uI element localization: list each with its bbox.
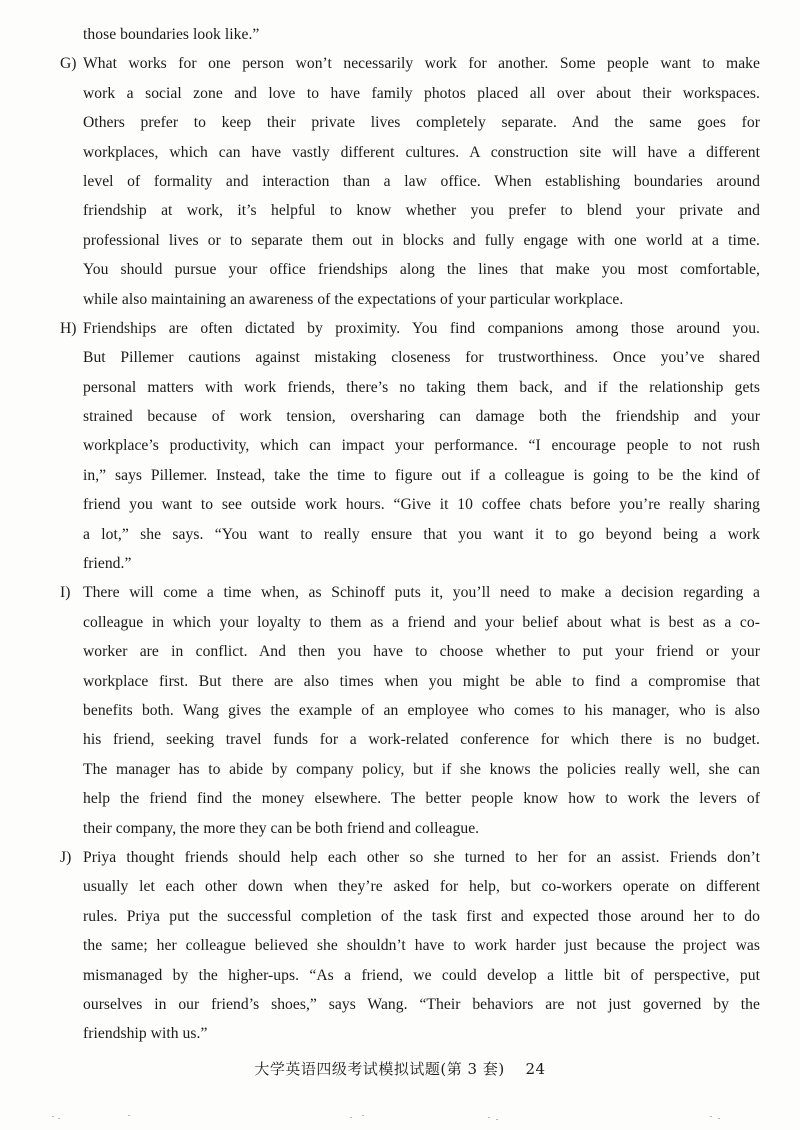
line-text: You should pursue your office friendships along the lines that make you most comfortable, (83, 261, 760, 279)
line-text: personal matters with work friends, there’s no taking them back, and if the relationship gets (83, 378, 760, 396)
line-text: professional lives or to separate them out in blocks and fully engage with one world at a time. (83, 231, 760, 249)
paragraph-continued (60, 20, 760, 49)
line-text: in,” says Pillemer. Instead, take the time to figure out if a colleague is going to be the kind of (83, 466, 760, 484)
line-text: mismanaged by the higher-ups. “As a friend, we could develop a little bit of perspective, put (83, 966, 760, 984)
text-line (60, 814, 760, 843)
line-text: workplace first. But there are also times when you might be able to find a compromise that (83, 672, 760, 690)
text-line (60, 755, 760, 784)
paragraph-h (60, 314, 760, 579)
text-line (60, 696, 760, 725)
page-footer: 大学英语四级考试模拟试题(第 3 套) 24 (254, 1060, 546, 1078)
text-line (60, 667, 760, 696)
line-text: usually let each other down when they’re asked for help, but co-workers operate on different (83, 878, 760, 896)
text-line (60, 196, 760, 225)
text-line (60, 255, 760, 284)
text-line (60, 167, 760, 196)
text-line (60, 285, 760, 314)
line-text: friendship with us.” (83, 1025, 208, 1043)
paragraph-g (60, 49, 760, 314)
text-line (60, 637, 760, 666)
text-line (60, 843, 760, 872)
line-text: their company, the more they can be both friend and colleague. (83, 819, 480, 837)
line-text: rules. Priya put the successful completion of the task first and expected those around her to do (83, 907, 760, 925)
line-text: workplaces, which can have vastly different cultures. A construction site will have a different (83, 143, 760, 161)
line-text: But Pillemer cautions against mistaking closeness for trustworthiness. Once you’ve shared (83, 349, 760, 367)
paragraph-j (60, 843, 760, 1049)
line-text: the same; her colleague believed she shouldn’t have to work harder just because the project was (83, 937, 760, 955)
text-line (60, 49, 760, 78)
line-text: help the friend find the money elsewhere. The better people know how to work the levers of (83, 790, 760, 808)
line-text: The manager has to abide by company policy, but if she knows the policies really well, she can (83, 760, 760, 778)
passage-body (60, 20, 760, 1049)
text-line (60, 872, 760, 901)
line-text: worker are in conflict. And then you have to choose whether to put your friend or your (83, 643, 760, 661)
text-line (60, 226, 760, 255)
line-text: colleague in which your loyalty to them as a friend and your belief about what is best as a co- (83, 613, 760, 631)
line-text: work a social zone and love to have family photos placed all over about their workspaces. (83, 84, 760, 102)
line-text: workplace’s productivity, which can impact your performance. “I encourage people to not rush (83, 437, 760, 455)
text-line (60, 20, 760, 49)
paragraph-label: G) (60, 55, 77, 73)
text-line (60, 138, 760, 167)
text-line (60, 431, 760, 460)
line-text: while also maintaining an awareness of the expectations of your particular workplace. (83, 290, 624, 308)
line-text: those boundaries look like.” (83, 26, 260, 43)
line-text: Friendships are often dictated by proximity. You find companions among those around you. (83, 319, 760, 337)
text-line (60, 314, 760, 343)
paragraph-label: I) (60, 584, 71, 602)
paragraph-label: J) (60, 848, 72, 866)
paragraph-label: H) (60, 319, 77, 337)
line-text: ourselves in our friend’s shoes,” says Wang. “Their behaviors are not just governed by the (83, 995, 760, 1013)
text-line (60, 931, 760, 960)
line-text: friend you want to see outside work hours. “Give it 10 coffee chats before you’re really sharing (83, 496, 760, 514)
line-text: friend.” (83, 555, 132, 573)
text-line (60, 520, 760, 549)
line-text: There will come a time when, as Schinoff puts it, you’ll need to make a decision regarding a (83, 584, 760, 602)
text-line (60, 402, 760, 431)
line-text: a lot,” she says. “You want to really ensure that you want it to go beyond being a work (83, 525, 760, 543)
text-line (60, 578, 760, 607)
text-line (60, 490, 760, 519)
line-text: Others prefer to keep their private lives completely separate. And the same goes for (83, 114, 760, 132)
text-line (60, 343, 760, 372)
text-line (60, 902, 760, 931)
text-line (60, 108, 760, 137)
line-text: level of formality and interaction than a law office. When establishing boundaries around (83, 172, 760, 190)
line-text: Priya thought friends should help each other so she turned to her for an assist. Friends don’t (83, 848, 760, 866)
text-line (60, 608, 760, 637)
line-text: friendship at work, it’s helpful to know whether you prefer to blend your private and (83, 202, 760, 220)
text-line (60, 961, 760, 990)
scan-specks (0, 1112, 800, 1122)
line-text: his friend, seeking travel funds for a work-related conference for which there is no budget. (83, 731, 760, 749)
text-line (60, 784, 760, 813)
line-text: strained because of work tension, oversharing can damage both the friendship and your (83, 408, 760, 426)
text-line (60, 990, 760, 1019)
text-line (60, 79, 760, 108)
text-line (60, 373, 760, 402)
text-line (60, 461, 760, 490)
text-line (60, 1019, 760, 1048)
paragraph-i (60, 578, 760, 843)
line-text: benefits both. Wang gives the example of an employee who comes to his manager, who is also (83, 701, 760, 719)
text-line (60, 725, 760, 754)
line-text: What works for one person won’t necessarily work for another. Some people want to make (83, 55, 760, 73)
text-line (60, 549, 760, 578)
